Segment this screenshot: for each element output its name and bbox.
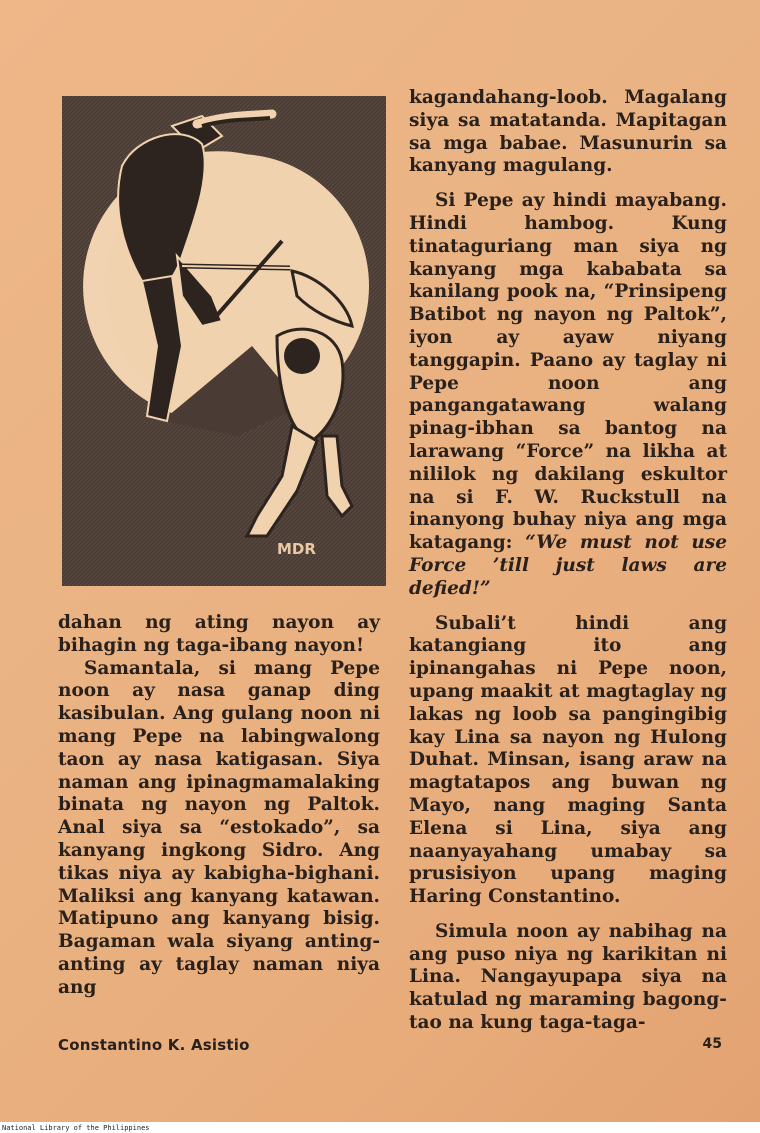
page-number: 45 [702, 1036, 722, 1052]
paragraph: kagandahang-loob. Magalang siya sa matatanda. Mapitagan sa mga babae. Masunurin sa kanyang magulang. [409, 87, 727, 177]
library-credit: National Library of the Philippines [2, 1124, 150, 1132]
illustration-signature: MDR [277, 540, 316, 558]
fencer-head [284, 338, 320, 374]
paragraph: dahan ng ating nayon ay bihagin ng taga-ibang nayon! [58, 612, 380, 656]
ruckstull-quote: “We must not use Force ’till just laws are defied!” [409, 532, 727, 599]
fencing-illustration [62, 96, 386, 586]
author-name: Constantino K. Asistio [58, 1036, 250, 1054]
paragraph: Subali’t hindi ang katangiang ito ang ipinangahas ni Pepe noon, upang maakit at magtaglay ng lakas ng loob sa pangingibig kay Lina sa nayon ng Hulong Duhat. Minsan, isang araw na magtatapos ang buwan ng Mayo, nang maging Santa Elena si Lina, siya ang naanyayahang umabay sa prusisiyon upang maging Haring Constantino. [409, 612, 727, 908]
right-column [409, 87, 727, 1047]
paragraph [409, 190, 727, 600]
paragraph: Simula noon ay nabihag na ang puso niya ng karikitan ni Lina. Nangayupapa siya na katulad ng maraming bagong-tao na kung taga-taga- [409, 920, 727, 1034]
left-column [58, 612, 380, 1012]
paragraph: Samantala, si mang Pepe noon ay nasa ganap ding kasibulan. Ang gulang noon ni mang Pepe na labingwalong taon ay nasa katigasan. Siya naman ang ipinagmamalaking binata ng nayon ng Paltok. Anal siya sa “estokado”, sa kanyang ingkong Sidro. Ang tikas niya ay kabigha-bighani. Maliksi ang kanyang katawan. Matipuno ang kanyang bisig. Bagaman wala siyang anting-anting ay taglay naman niya ang [58, 657, 380, 998]
paragraph-text: Si Pepe ay hindi mayabang. Hindi hambog. Kung tinataguriang man siya ng kanyang mga kababata sa kanilang pook na, “Prinsipeng Batibot ng nayon ng Paltok”, iyon ay ayaw niyang tanggapin. Paano ay taglay ni Pepe noon ang pangangatawang walang pinag-ibhan sa bantog na larawang “Force” na likha at nililok ng dakilang eskultor na si F. W. Ruckstull na inanyong buhay niya ang mga katagang: [409, 190, 727, 554]
